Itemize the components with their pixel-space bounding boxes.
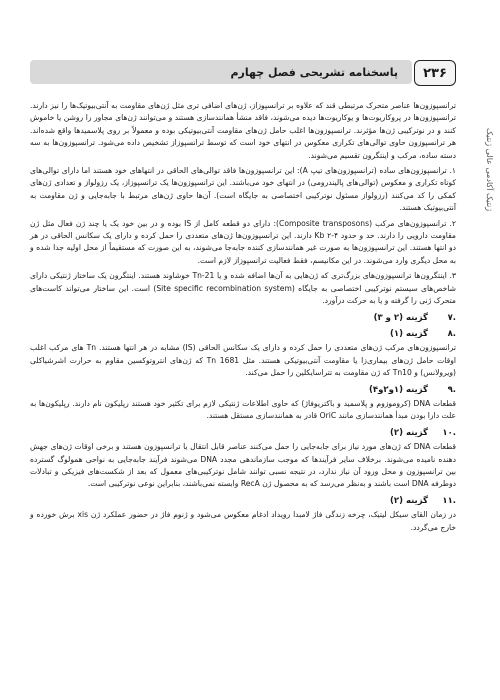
chapter-title-bar [30,60,412,84]
answer-header-9 [30,384,456,396]
side-label: ژنتیک آکادمی عالی ژنتیک [485,128,494,212]
answer-number: .۷ [447,312,456,323]
answer-header-7 [30,312,456,324]
answer-label: گزینه (۲) [390,427,428,438]
answer-text-11: در زمان القای سیکل لیتیک، چرخه زندگی فاژ لامبدا رویداد ادغام معکوس می‌شود و ژنوم فاژ در حضور عملکرد ژن xis برش خورده و خارج می‌گردد. [30,510,456,532]
answer-label: گزینه (۲) [390,495,428,506]
answer-content [30,100,456,537]
answer-label: گزینه (۱) [390,328,428,339]
answer-text-8: ترانسپوزون‌های مرکب ژن‌های متعددی را حمل کرده و دارای یک سکانس الحاقی (IS) مشابه در هر انتها هستند. Tn های مرکب اغلب اوقات حامل ژن‌های بیماری‌زا یا مقاومت آنتی‌بیوتیکی هستند. مثل Tn 1681 که ژن‌های انتروتوکسین مقاوم به حرارت اشرشیاکلی (ویرولانس) و Tn10 که ژن مقاومت به تتراسایکلین را حمل می‌کند. [30,343,456,378]
item-paragraph-3: ۳. اینتگرون‌ها ترانسپوزون‌های بزرگ‌تری که ژن‌هایی به آن‌ها اضافه شده و یا Tn-21 خوشاوند هستند. اینتگرون یک ساختار ژنتیکی دارای شاخص‌های سیستم نوترکیبی اختصاصی به جایگاه (Site specific recombination system) است. این ساختار می‌تواند کاست‌های متحرک ژنی را گرفته و یا به حرکت درآورد. [30,271,456,306]
answer-number: .۸ [447,328,456,339]
chapter-title: پاسخنامه تشریحی فصل چهارم [230,65,398,79]
answer-text-9: قطعات DNA (کروموزوم و پلاسمید و باکتریوفاژ) که حاوی اطلاعات ژنتیکی لازم برای تکثیر خود هستند رپلیکون نام دارند. رپلیکون‌ها به علت دارا بودن مبدأ همانندسازی مانند OriC قادر به همانندسازی مستقل هستند. [30,398,456,421]
item-paragraph-1: ۱. ترانسپوزون‌های ساده (ترانسپوزون‌های تیپ A): این ترانسپوزون‌ها فاقد توالی‌های الحاقی در انتهاهای خود هستند اما دارای توالی‌های کوتاه تکراری و معکوس (توالی‌های پالیندرومی) در انتهای خود می‌باشند. این ترانسپوزون‌ها یک ترانسپوزاز، یک رزولواز و تعدادی ژن‌های کمکی را کد می‌کنند (رزولواز مسئول نوترکیبی اختصاصی به جایگاه است). آن‌ها حاوی ژن‌های مرتبط با جابه‌جایی و ژن مقاومت به آنتی‌بیوتیک هستند. [30,166,456,213]
answer-number: .۹ [447,384,456,395]
item-paragraph-2: ۲. ترانسپوزون‌های مرکب (Composite transposons): دارای دو قطعه کامل از IS بوده و در بین خود یک یا چند ژن فعال مثل ژن مقاومت دارویی را دارند. حد و حدود ۴-۲ Kb دارند. این ترانسپوزون‌ها ژن‌های متعددی را حمل کرده و دارای یک سکانس الحاقی در هر دو انتها هستند. این ترانسپوزون‌ها به صورت غیر همانندسازی کننده جابه‌جا می‌شوند، به این صورت که مستقیماً از محل اولیه جدا شده و به محل دیگری وارد می‌شوند. در این مکانیسم، فقط فعالیت ترانسپوزاز لازم است. [30,218,457,265]
intro-paragraph: ترانسپوزون‌ها عناصر متحرک مرتبطی قند که علاوه بر ترانسپوزاز، ژن‌های اضافی تری مثل ژن‌های مقاومت به آنتی‌بیوتیک‌ها را نیز دارند. ترانسپوزون‌ها در پروکاریوت‌ها و یوکاریوت‌ها دیده می‌شوند، فاقد منشأ همانندسازی هستند و می‌توانند ژن‌های مجاور را روشن یا خاموش کنند و در نوترکیبی ژن‌ها مؤثرند. ترانسپوزون‌ها اغلب حامل ژن‌های مقاومت آنتی‌بیوتیکی بوده و معمولاً بر روی پلاسمیدها واقع شده‌اند. هر ترانسپوزون حاوی توالی‌های تکراری معکوس در انتهای خود است که توسط ترانسپوزاز تشخیص داده می‌شود. ترانسپوزون‌ها به سه دسته ساده، مرکب و اینتگرون تقسیم می‌شوند. [30,101,456,160]
page-number: ۲۳۶ [414,60,456,86]
answer-label: گزینه (۱و۲و۴) [369,384,428,395]
answer-header-11 [30,495,456,507]
answer-header-10 [30,427,456,439]
answer-header-8 [30,328,456,340]
answer-number: .۱۰ [442,427,456,438]
answer-text-10: قطعات DNA که ژن‌های مورد نیاز برای جابه‌جایی را حمل می‌کنند عناصر قابل انتقال یا ترانسپوزون هستند و برخی اوقات ژن‌های جهش دهنده نامیده می‌شوند. برخلاف سایر فرآیندها که موجب سازماندهی مجدد DNA می‌شوند فرآیند جابه‌جایی به نواحی همولوگ گسترده بین ترانسپوزون و محل ورود آن نیاز ندارد، در نتیجه نسبی توانند شامل نوترکیبی‌های معمول که بعد از شکست‌های فیزیکی و تبادلات دوطرفه DNA است باشند و به‌نظر می‌رسد که به محصول ژن RecA وابسته نمی‌باشند، بنابراین نوعی نوترکیبی است. [30,442,456,489]
answer-number: .۱۱ [442,495,456,506]
answer-label: گزینه (۲ و ۳) [373,312,428,323]
page-header [30,60,456,86]
